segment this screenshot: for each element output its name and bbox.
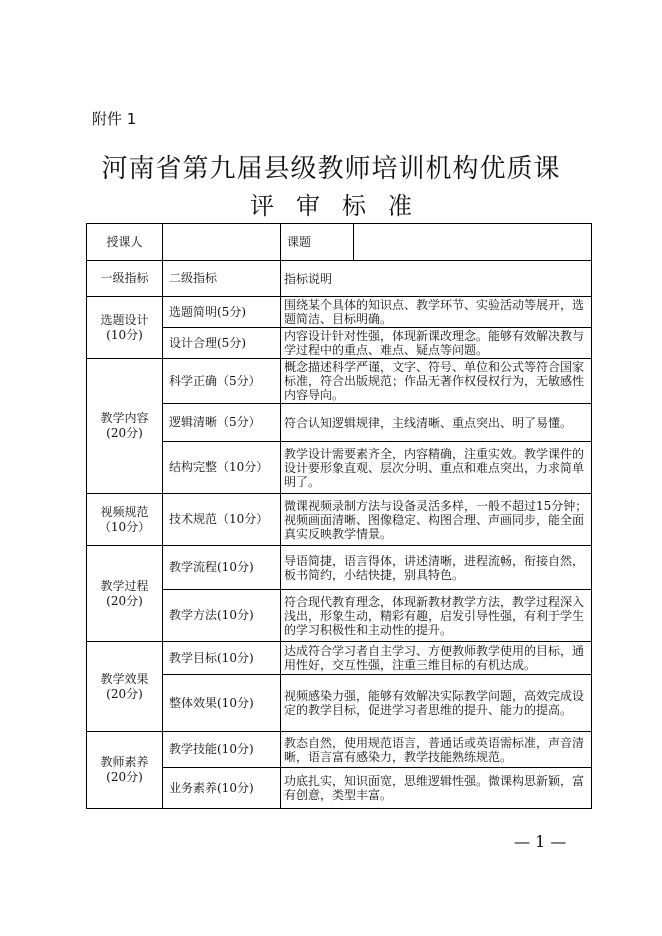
topic-value	[354, 224, 591, 260]
criteria-row	[87, 404, 592, 442]
evaluation-table	[86, 223, 592, 809]
level2-indicator: 技术规范（10分）	[163, 494, 281, 546]
criteria-row	[87, 328, 592, 359]
indicator-description: 导语简捷，语言得体，讲述清晰，进程流畅，衔接自然，板书简约，小结快捷，别具特色。	[281, 546, 592, 590]
column-header-level2: 二级指标	[163, 261, 281, 297]
criteria-row	[87, 732, 592, 768]
indicator-description: 视频感染力强，能够有效解决实际教学问题，高效完成设定的教学目标，促进学习者思维的提升、能力的提高。	[281, 675, 592, 732]
criteria-row	[87, 546, 592, 590]
document-title: 河南省第九届县级教师培训机构优质课	[101, 154, 561, 184]
indicator-description: 达成符合学习者自主学习、方便教师教学使用的目标，通用性好，交互性强，注重三维目标的有机达成。	[281, 642, 592, 675]
level2-indicator: 教学技能(10分)	[163, 732, 281, 768]
indicator-description: 功底扎实，知识面宽，思维逻辑性强。微课构思新颖，富有创意，类型丰富。	[281, 768, 592, 809]
level1-indicator: 选题设计 (10分)	[87, 297, 163, 359]
level2-indicator: 教学方法(10分)	[163, 590, 281, 642]
level1-indicator: 教学内容 (20分)	[87, 359, 163, 494]
column-header-description: 指标说明	[281, 261, 592, 297]
level2-indicator: 科学正确（5分）	[163, 359, 281, 404]
level1-indicator: 教学过程 (20分)	[87, 546, 163, 642]
criteria-row	[87, 675, 592, 732]
level2-indicator: 教学目标(10分)	[163, 642, 281, 675]
indicator-description: 微课视频录制方法与设备灵活多样，一般不超过15分钟；视频画面清晰、图像稳定、构图合理、声画同步，能全面真实反映教学情景。	[281, 494, 592, 546]
level2-indicator: 教学流程(10分)	[163, 546, 281, 590]
indicator-description: 教态自然，使用规范语言，普通话或英语需标准，声音清晰，语言富有感染力，教学技能熟练规范。	[281, 732, 592, 768]
indicator-description: 围绕某个具体的知识点、教学环节、实验活动等展开，选题简洁、目标明确。	[281, 297, 592, 328]
level1-indicator: 教师素养 (20分)	[87, 732, 163, 809]
level2-indicator: 逻辑清晰（5分）	[163, 404, 281, 442]
column-header-level1: 一级指标	[87, 261, 163, 297]
teacher-value	[163, 224, 281, 261]
level2-indicator: 设计合理(5分)	[163, 328, 281, 359]
criteria-row	[87, 494, 592, 546]
level1-indicator: 教学效果 (20分)	[87, 642, 163, 732]
page-number: — 1 —	[514, 832, 567, 851]
criteria-row	[87, 297, 592, 328]
topic-cell	[281, 224, 592, 261]
criteria-row	[87, 768, 592, 809]
level1-indicator: 视频规范 （10分）	[87, 494, 163, 546]
criteria-row	[87, 359, 592, 404]
level2-indicator: 结构完整（10分）	[163, 442, 281, 494]
criteria-row	[87, 590, 592, 642]
attachment-label: 附件 1	[92, 110, 137, 128]
teacher-label: 授课人	[87, 224, 163, 261]
topic-label: 课题	[281, 224, 354, 260]
indicator-description: 概念描述科学严谨，文字、符号、单位和公式等符合国家标准，符合出版规范；作品无著作权侵权行为，无敏感性内容导向。	[281, 359, 592, 404]
criteria-row	[87, 642, 592, 675]
indicator-description: 符合现代教育理念，体现新教材教学方法，教学过程深入浅出，形象生动，精彩有趣，启发引导性强，有利于学生的学习积极性和主动性的提升。	[281, 590, 592, 642]
indicator-description: 内容设计针对性强，体现新课改理念。能够有效解决教与学过程中的重点、难点、疑点等问题。	[281, 328, 592, 359]
column-header-row	[87, 261, 592, 297]
indicator-description: 符合认知逻辑规律，主线清晰、重点突出、明了易懂。	[281, 404, 592, 442]
indicator-description: 教学设计需要素齐全，内容精确，注重实效。教学课件的设计要形象直观、层次分明、重点和难点突出，力求简单明了。	[281, 442, 592, 494]
level2-indicator: 业务素养(10分)	[163, 768, 281, 809]
evaluation-table-body	[87, 224, 592, 809]
header-info-row	[87, 224, 592, 261]
document-subtitle: 评审标准	[250, 192, 434, 220]
criteria-row	[87, 442, 592, 494]
level2-indicator: 整体效果(10分)	[163, 675, 281, 732]
level2-indicator: 选题简明(5分)	[163, 297, 281, 328]
